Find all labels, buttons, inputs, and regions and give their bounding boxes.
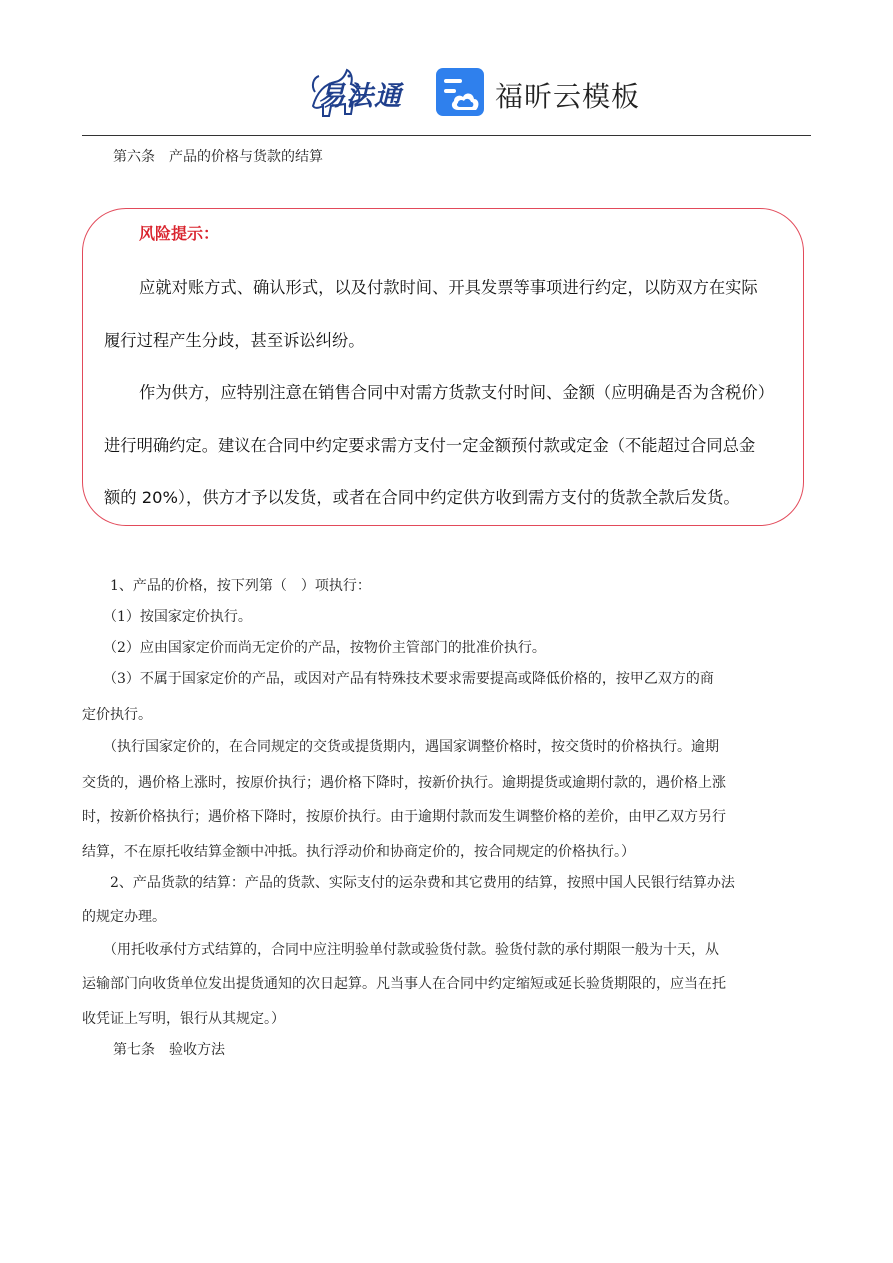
risk-notice-line: 履行过程产生分歧，甚至诉讼纠纷。 (104, 331, 365, 350)
article-6-title: 第六条 产品的价格与货款的结算 (113, 149, 323, 165)
risk-notice-line: 作为供方，应特别注意在销售合同中对需方货款支付时间、金额（应明确是否为含税价） (139, 383, 774, 402)
risk-notice-line: 进行明确约定。建议在合同中约定要求需方支付一定金额预付款或定金（不能超过合同总金 (104, 436, 756, 455)
body-line: 定价执行。 (82, 707, 152, 723)
cloud-document-icon (434, 66, 486, 118)
risk-notice-line: 额的 20%），供方才予以发货，或者在合同中约定供方收到需方支付的货款全款后发货。 (104, 488, 740, 507)
body-line: （用托收承付方式结算的，合同中应注明验单付款或验货付款。验货付款的承付期限一般为十天，从 (82, 942, 719, 958)
article-7-title: 第七条 验收方法 (113, 1042, 225, 1058)
body-line: 结算，不在原托收结算金额中冲抵。执行浮动价和协商定价的，按合同规定的价格执行。） (82, 844, 635, 860)
risk-notice-line: 应就对账方式、确认形式，以及付款时间、开具发票等事项进行约定，以防双方在实际 (139, 278, 758, 297)
body-line: （3）不属于国家定价的产品，或因对产品有特殊技术要求需要提高或降低价格的，按甲乙双方的商 (82, 671, 714, 687)
page-header (0, 0, 893, 136)
body-line: （执行国家定价的，在合同规定的交货或提货期内，遇国家调整价格时，按交货时的价格执行。逾期 (82, 739, 719, 755)
body-line: 运输部门向收货单位发出提货通知的次日起算。凡当事人在合同中约定缩短或延长验货期限的，应当在托 (82, 976, 726, 992)
body-line: 时，按新价格执行；遇价格下降时，按原价执行。由于逾期付款而发生调整价格的差价，由甲乙双方另行 (82, 809, 726, 825)
body-line: 2、产品货款的结算：产品的货款、实际支付的运杂费和其它费用的结算，按照中国人民银行结算办法 (82, 875, 735, 891)
header-divider (82, 135, 811, 136)
risk-notice-box (82, 208, 804, 526)
body-line: 1、产品的价格，按下列第（ ）项执行： (82, 578, 371, 594)
yifatong-logo-text: 易法通 (318, 81, 402, 112)
body-line: （2）应由国家定价而尚无定价的产品，按物价主管部门的批准价执行。 (82, 640, 546, 656)
body-line: 交货的，遇价格上涨时，按原价执行；遇价格下降时，按新价执行。逾期提货或逾期付款的，遇价格上涨 (82, 775, 726, 791)
body-line: （1）按国家定价执行。 (82, 609, 252, 625)
body-line: 收凭证上写明，银行从其规定。） (82, 1011, 285, 1027)
body-line: 的规定办理。 (82, 909, 166, 925)
risk-notice-title: 风险提示： (139, 224, 220, 243)
fuxin-cloud-template-logo-text: 福昕云模板 (495, 80, 641, 113)
